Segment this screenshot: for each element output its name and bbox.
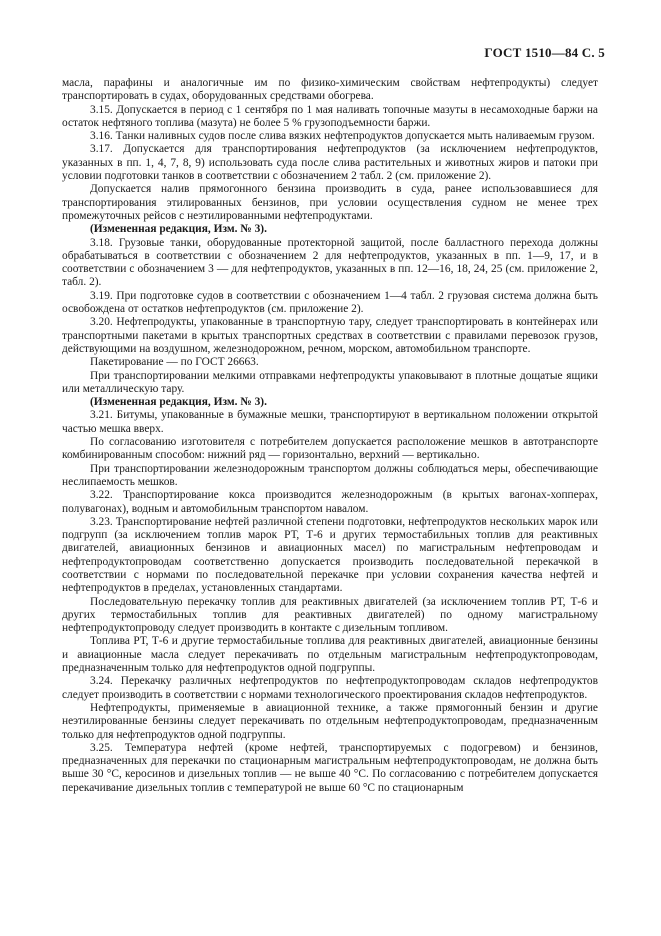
paragraph: По согласованию изготовителя с потребителем допускается расположение мешков в автотранспорте комбинированным способом: нижний ряд — горизонтально, верхний — вертикально. <box>62 436 598 462</box>
paragraph: 3.24. Перекачку различных нефтепродуктов по нефтепродуктопроводам складов нефтепродуктов следует производить в соответствии с нормами технологического проектирования складов нефтепродуктов. <box>62 675 598 701</box>
paragraph: Пакетирование — по ГОСТ 26663. <box>90 356 259 369</box>
paragraph: Допускается налив прямогонного бензина производить в суда, ранее использовавшиеся для транспортирования этилированных бензинов, при условии осуществления судном не менее трех промежуточных рейсов с неэтилированными нефтепродуктами. <box>62 183 598 222</box>
paragraph: 3.17. Допускается для транспортирования нефтепродуктов (за исключением нефтепродуктов, указанных в пп. 1, 4, 7, 8, 9) использовать суда после слива растительных и животных жиров и патоки при условии подготовки танков в соответствии с обозначением 2 табл. 2 (см. приложение 2). <box>62 143 598 183</box>
paragraph: 3.22. Транспортирование кокса производится железнодорожным (в крытых вагонах-хопперах, полувагонах), водным и автомобильным транспортом навалом. <box>62 489 598 515</box>
paragraph: 3.20. Нефтепродукты, упакованные в транспортную тару, следует транспортировать в контейнерах или транспортными пакетами в крытых транспортных средствах в соответствии с правилами перевозок грузов, действующими на воздушном, железнодорожном, речном, морском, автомобильном транспорте. <box>62 316 598 355</box>
paragraph: При транспортировании железнодорожным транспортом должны соблюдаться меры, обеспечивающие неслипаемость мешков. <box>62 462 598 488</box>
revision-note: (Измененная редакция, Изм. № 3). <box>90 396 267 409</box>
paragraph: Последовательную перекачку топлив для реактивных двигателей (за исключением топлив РТ, Т-6 и других термостабильных топлив для реактивных двигателей) по одному магистральному нефтепродуктопроводу следует производить в контакте с дизельным топливом. <box>62 595 598 635</box>
paragraph: При транспортировании мелкими отправками нефтепродукты упаковывают в плотные дощатые ящики или металлическую тару. <box>62 369 598 395</box>
paragraph: 3.21. Битумы, упакованные в бумажные мешки, транспортируют в вертикальном положении открытой частью мешка вверх. <box>62 409 598 435</box>
paragraph: 3.19. При подготовке судов в соответствии с обозначением 1—4 табл. 2 грузовая система должна быть освобождена от остатков нефтепродуктов (см. приложение 2). <box>62 289 598 316</box>
document-body <box>62 77 598 795</box>
paragraph: Топлива РТ, Т-6 и другие термостабильные топлива для реактивных двигателей, авиационные бензины и авиационные масла следует перекачивать по отдельным магистральным нефтепродуктопроводам, предназначенным только для нефтепродуктов одной подгруппы. <box>62 635 598 675</box>
paragraph: Нефтепродукты, применяемые в авиационной технике, а также прямогонный бензин и другие неэтилированные бензины следует перекачивать по отдельным нефтепродуктопроводам, предназначенным только для нефтепродуктов одной подгруппы. <box>62 701 598 741</box>
paragraph: 3.23. Транспортирование нефтей различной степени подготовки, нефтепродуктов нескольких марок или подгрупп (за исключением топлив марок РТ, Т-6 и других термостабильных топлив для реактивных двигателей, авиационных бензинов и авиационных масел) по магистральным нефтепроводам и нефтепродуктопроводам соответственно допускается производить последовательной перекачкой в соответствии с нормами по последовательной перекачке при условии сохранения качества нефтей и нефтепродуктов в пределах, установленных стандартами. <box>62 515 598 595</box>
paragraph: 3.25. Температура нефтей (кроме нефтей, транспортируемых с подогревом) и бензинов, предназначенных для перекачки по стационарным магистральным нефтепродуктопроводам, не должна быть выше 30 °С, керосинов и дизельных топлив — не выше 40 °С. По согласованию с потребителем допускается перекачивание дизельных топлив с температурой не выше 60 °С по стационарным <box>62 741 598 794</box>
page-header: ГОСТ 1510—84 С. 5 <box>484 45 605 60</box>
paragraph: 3.18. Грузовые танки, оборудованные протекторной защитой, после балластного перехода должны обрабатываться в соответствии с обозначением 2 для нефтепродуктов, указанных в пп. 1—9, 17, и в соответствии с обозначением 3 — для нефтепродуктов, указанных в пп. 12—16, 18, 24, 25 (см. приложение 2, табл. 2). <box>62 236 598 289</box>
paragraph: 3.15. Допускается в период с 1 сентября по 1 мая наливать топочные мазуты в несамоходные баржи на остаток нефтяного топлива (мазута) не более 5 % грузоподъемности баржи. <box>62 103 598 129</box>
revision-note: (Измененная редакция, Изм. № 3). <box>90 223 267 236</box>
paragraph: 3.16. Танки наливных судов после слива вязких нефтепродуктов допускается мыть наливаемым грузом. <box>90 130 595 143</box>
paragraph: масла, парафины и аналогичные им по физико-химическим свойствам нефтепродукты) следует транспортировать в судах, оборудованных средствами обогрева. <box>62 77 598 103</box>
